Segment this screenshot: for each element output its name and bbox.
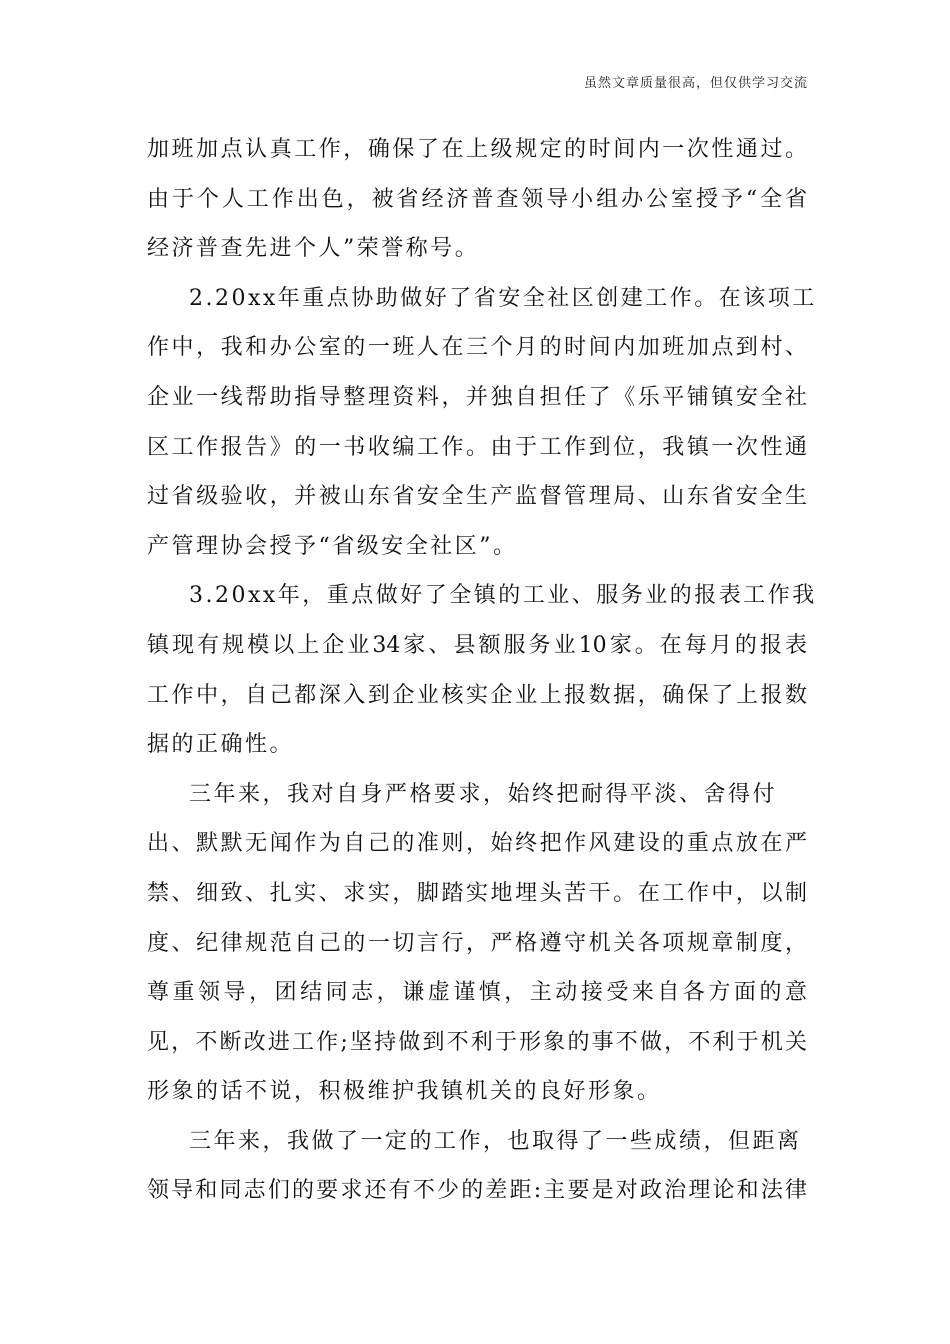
text-line: 作中，我和办公室的一班人在三个月的时间内加班加点到村、 [147,335,807,361]
text-line: 过省级验收，并被山东省安全生产监督管理局、山东省安全生 [147,484,807,510]
paragraph-start-line: 2.20xx年重点协助做好了省安全社区创建工作。在该项工 [189,285,817,311]
text-line: 度、纪律规范自己的一切言行，严格遵守机关各项规章制度， [147,930,807,956]
text-line: 出、默默无闻作为自己的准则，始终把作风建设的重点放在严 [147,831,807,857]
text-line: 区工作报告》的一书收编工作。由于工作到位，我镇一次性通 [147,434,807,460]
text-line: 加班加点认真工作，确保了在上级规定的时间内一次性通过。 [147,137,807,162]
text-line: 企业一线帮助指导整理资料，并独自担任了《乐平铺镇安全社 [147,384,807,410]
text-line: 领导和同志们的要求还有不少的差距:主要是对政治理论和法律 [147,1178,807,1204]
text-line: 产管理协会授予“省级安全社区”。 [147,533,518,559]
text-line: 形象的话不说，积极维护我镇机关的良好形象。 [147,1079,662,1105]
paragraph-start-line: 3.20xx年，重点做好了全镇的工业、服务业的报表工作我 [189,583,817,609]
paragraph-start-line: 三年来，我做了一定的工作，也取得了一些成绩，但距离 [189,1128,802,1154]
text-line: 见，不断改进工作;坚持做到不利于形象的事不做，不利于机关 [147,1029,807,1055]
text-line: 据的正确性。 [147,732,295,758]
text-line: 禁、细致、扎实、求实，脚踏实地埋头苦干。在工作中，以制 [147,880,807,906]
text-line: 经济普查先进个人”荣誉称号。 [147,236,480,262]
text-line: 工作中，自己都深入到企业核实企业上报数据，确保了上报数 [147,682,807,708]
text-line: 由于个人工作出色，被省经济普查领导小组办公室授予“全省 [147,186,807,212]
header-note: 虽然文章质量很高，但仅供学习交流 [583,76,808,91]
text-line: 尊重领导，团结同志，谦虚谨慎，主动接受来自各方面的意 [147,980,807,1006]
paragraph-start-line: 三年来，我对自身严格要求，始终把耐得平淡、舍得付 [189,781,778,807]
text-line: 镇现有规模以上企业34家、县额服务业10家。在每月的报表 [147,632,807,658]
document-body [147,132,817,1223]
